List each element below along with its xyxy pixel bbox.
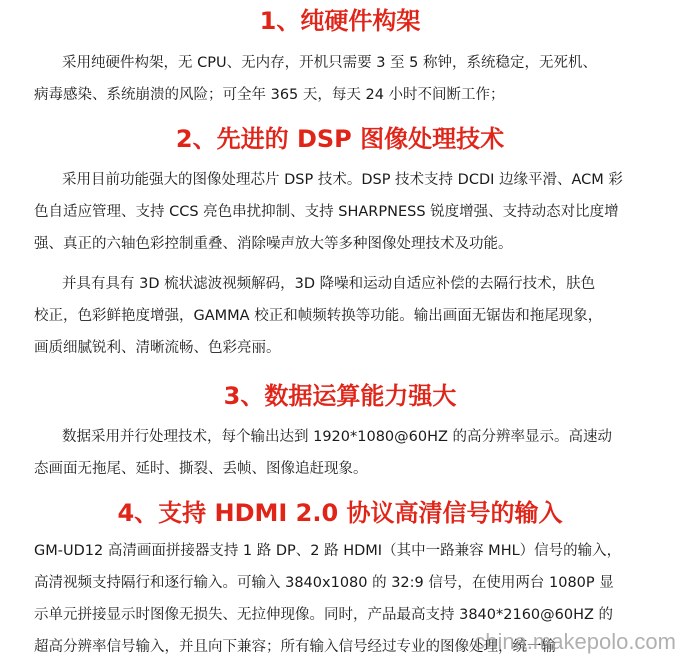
- section-2-paragraph-1: [34, 164, 658, 260]
- paragraph-line: 病毒感染、系统崩溃的风险；可全年 365 天，每天 24 小时不间断工作；: [34, 87, 505, 103]
- paragraph-line: 画质细腻锐利、清晰流畅、色彩亮丽。: [34, 340, 281, 356]
- paragraph-line: 态画面无拖尾、延时、撕裂、丢帧、图像追赶现象。: [34, 461, 368, 477]
- section-3-heading: 3、数据运算能力强大: [223, 382, 457, 410]
- paragraph-line: 超高分辨率信号输入，并且向下兼容；所有输入信号经过专业的图像处理，统一输: [34, 639, 556, 655]
- paragraph-line: 采用目前功能强大的图像处理芯片 DSP 技术。DSP 技术支持 DCDI 边缘平滑、ACM 彩: [62, 172, 623, 188]
- paragraph-line: GM-UD12 高清画面拼接器支持 1 路 DP、2 路 HDMI（其中一路兼容 MHL）信号的输入，: [34, 543, 622, 559]
- paragraph-line: 校正，色彩鲜艳度增强，GAMMA 校正和帧频转换等功能。输出画面无锯齿和拖尾现象，: [34, 308, 603, 324]
- section-1-heading: 1、纯硬件构架: [259, 7, 421, 35]
- paragraph-line: 数据采用并行处理技术，每个输出达到 1920*1080@60HZ 的高分辨率显示。高速动: [62, 429, 613, 445]
- section-4-heading: 4、支持 HDMI 2.0 协议高清信号的输入: [117, 499, 563, 527]
- paragraph-line: 示单元拼接显示时图像无损失、无拉伸现像。同时，产品最高支持 3840*2160@60HZ 的: [34, 607, 614, 623]
- paragraph-line: 高清视频支持隔行和逐行输入。可输入 3840x1080 的 32:9 信号，在使用两台 1080P 显: [34, 575, 614, 591]
- paragraph-line: 采用纯硬件构架，无 CPU、无内存，开机只需要 3 至 5 称钟，系统稳定，无死机、: [62, 55, 597, 71]
- section-2-paragraph-2: [34, 268, 658, 364]
- section-3-paragraph-1: [34, 421, 658, 485]
- section-2-heading: 2、先进的 DSP 图像处理技术: [175, 125, 505, 153]
- paragraph-line: 强、真正的六轴色彩控制重叠、消除噪声放大等多种图像处理技术及功能。: [34, 236, 513, 252]
- paragraph-line: 色自适应管理、支持 CCS 亮色串扰抑制、支持 SHARPNESS 锐度增强、支持动态对比度增: [34, 204, 619, 220]
- section-1-paragraph-1: [34, 47, 658, 111]
- paragraph-line: 并具有具有 3D 梳状滤波视频解码，3D 降噪和运动自适应补偿的去隔行技术，肤色: [62, 276, 596, 292]
- watermark-text: china.makepolo.com: [474, 629, 676, 654]
